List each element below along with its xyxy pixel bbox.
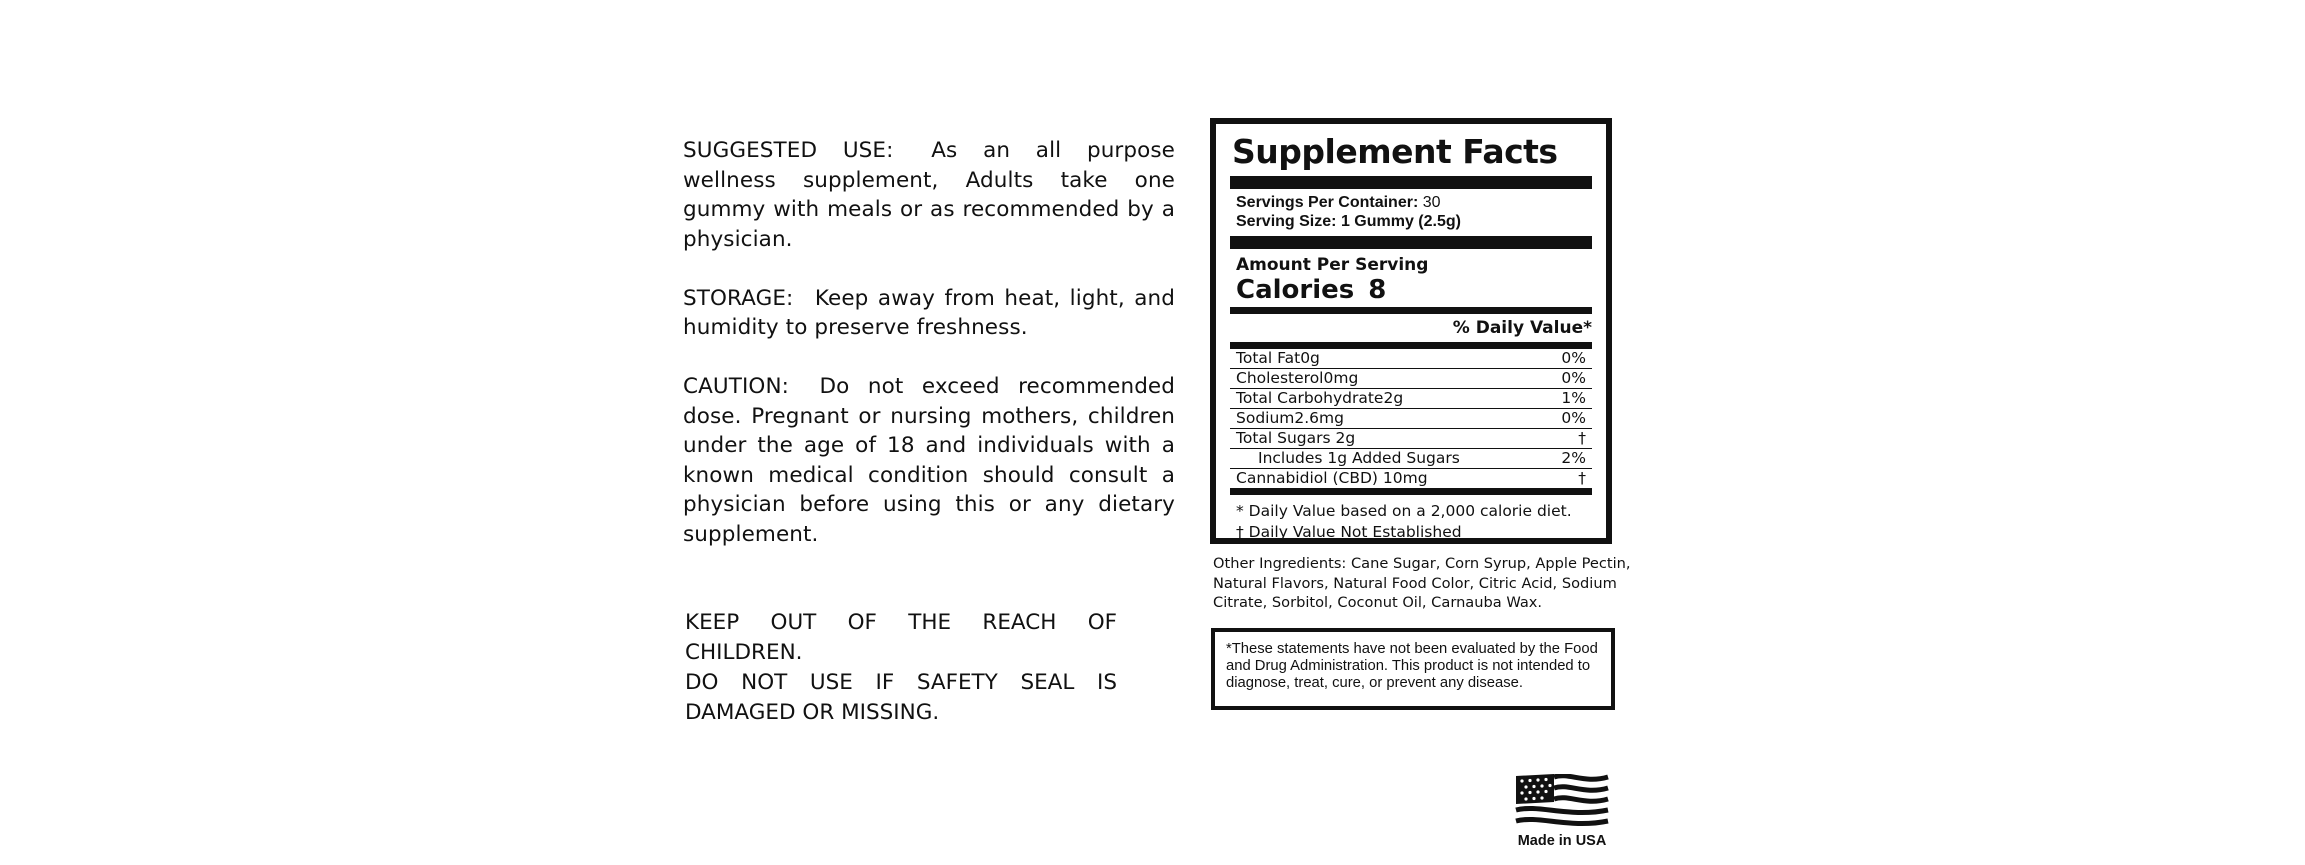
divider-thick (1230, 236, 1592, 249)
calories-line (1236, 275, 1586, 305)
caution-label: CAUTION: (683, 374, 789, 399)
servings-info (1230, 189, 1592, 236)
servings-per-container-value: 30 (1422, 194, 1441, 211)
made-in-usa-badge (1514, 774, 1610, 864)
storage-text: Keep away from heat, light, and humidity to preserve freshness. (683, 285, 1175, 340)
nutrient-row (1230, 389, 1592, 408)
serving-size-value: 1 Gummy (2.5g) (1340, 213, 1461, 230)
divider-medium (1230, 307, 1592, 314)
footnote-daily-value: * Daily Value based on a 2,000 calorie diet. (1236, 501, 1572, 520)
fda-disclaimer-text: *These statements have not been evaluated by the Food and Drug Administration. This product is not intended to diagnose, treat, cure, or prevent any disease. (1226, 641, 1598, 691)
divider-thick (1230, 176, 1592, 189)
storage-paragraph (683, 284, 1175, 343)
nutrient-name: Includes 1g Added Sugars (1258, 449, 1460, 467)
nutrient-daily-value: † (1578, 429, 1586, 447)
nutrient-name: Total Carbohydrate2g (1236, 389, 1404, 407)
divider-medium (1230, 488, 1592, 495)
nutrient-row (1230, 369, 1592, 388)
nutrient-daily-value: 0% (1561, 409, 1586, 427)
nutrient-daily-value: 2% (1561, 449, 1586, 467)
warning-line-2: DO NOT USE IF SAFETY SEAL IS (685, 670, 1117, 695)
warning-line-3: DAMAGED OR MISSING. (685, 700, 940, 725)
nutrient-name: Cannabidiol (CBD) 10mg (1236, 469, 1428, 487)
us-flag-icon (1514, 774, 1610, 832)
divider-medium (1230, 342, 1592, 349)
nutrient-row (1230, 429, 1592, 448)
suggested-use-text: As an all purpose wellness supplement, Adults take one gummy with meals or as recommended by a physician. (683, 138, 1176, 252)
calories-value: 8 (1368, 275, 1387, 305)
suggested-use-label: SUGGESTED USE: (683, 138, 894, 163)
nutrient-daily-value: 0% (1561, 349, 1586, 367)
calories-label: Calories (1236, 275, 1355, 305)
warning-line-1: KEEP OUT OF THE REACH OF CHILDREN. (685, 610, 1117, 665)
nutrient-name: Total Fat0g (1236, 349, 1320, 367)
nutrient-row (1230, 409, 1592, 428)
suggested-use-paragraph (683, 136, 1175, 254)
nutrient-daily-value: † (1578, 469, 1586, 487)
footnotes (1230, 495, 1592, 543)
footnote-not-established: † Daily Value Not Established (1236, 522, 1462, 541)
storage-label: STORAGE: (683, 285, 794, 311)
serving-size (1236, 212, 1586, 231)
nutrient-row (1230, 469, 1592, 488)
servings-per-container (1236, 193, 1586, 212)
made-in-usa-text: Made in USA (1517, 833, 1607, 849)
caution-text: Do not exceed recommended dose. Pregnant or nursing mothers, children under the age of 18 and individuals with a known medical condition should consult a physician before using this or any dietary supplement. (683, 374, 1176, 547)
nutrient-row (1230, 449, 1592, 468)
serving-size-label: Serving Size: (1236, 213, 1337, 230)
other-ingredients: Other Ingredients: Cane Sugar, Corn Syrup, Apple Pectin, Natural Flavors, Natural Food Color, Citric Acid, Sodium Citrate, Sorbitol, Coconut Oil, Carnauba Wax. (1213, 555, 1631, 611)
nutrient-daily-value: 0% (1561, 369, 1586, 387)
nutrient-name: Sodium2.6mg (1236, 409, 1344, 427)
supplement-facts-panel (1210, 118, 1612, 544)
nutrient-name: Total Sugars 2g (1236, 429, 1356, 447)
amount-per-serving-label: Amount Per Serving (1236, 255, 1429, 275)
nutrient-row (1230, 349, 1592, 368)
usage-instructions (683, 136, 1175, 579)
supplement-facts-title: Supplement Facts (1232, 132, 1558, 171)
caution-paragraph (683, 372, 1175, 549)
amount-per-serving-block (1230, 249, 1592, 307)
fda-disclaimer-box (1211, 628, 1615, 710)
nutrient-table (1230, 349, 1592, 488)
nutrient-name: Cholesterol0mg (1236, 369, 1359, 387)
child-safety-warning (685, 608, 1117, 728)
daily-value-header: % Daily Value* (1452, 318, 1592, 338)
servings-per-container-label: Servings Per Container: (1236, 194, 1419, 211)
nutrient-daily-value: 1% (1561, 389, 1586, 407)
